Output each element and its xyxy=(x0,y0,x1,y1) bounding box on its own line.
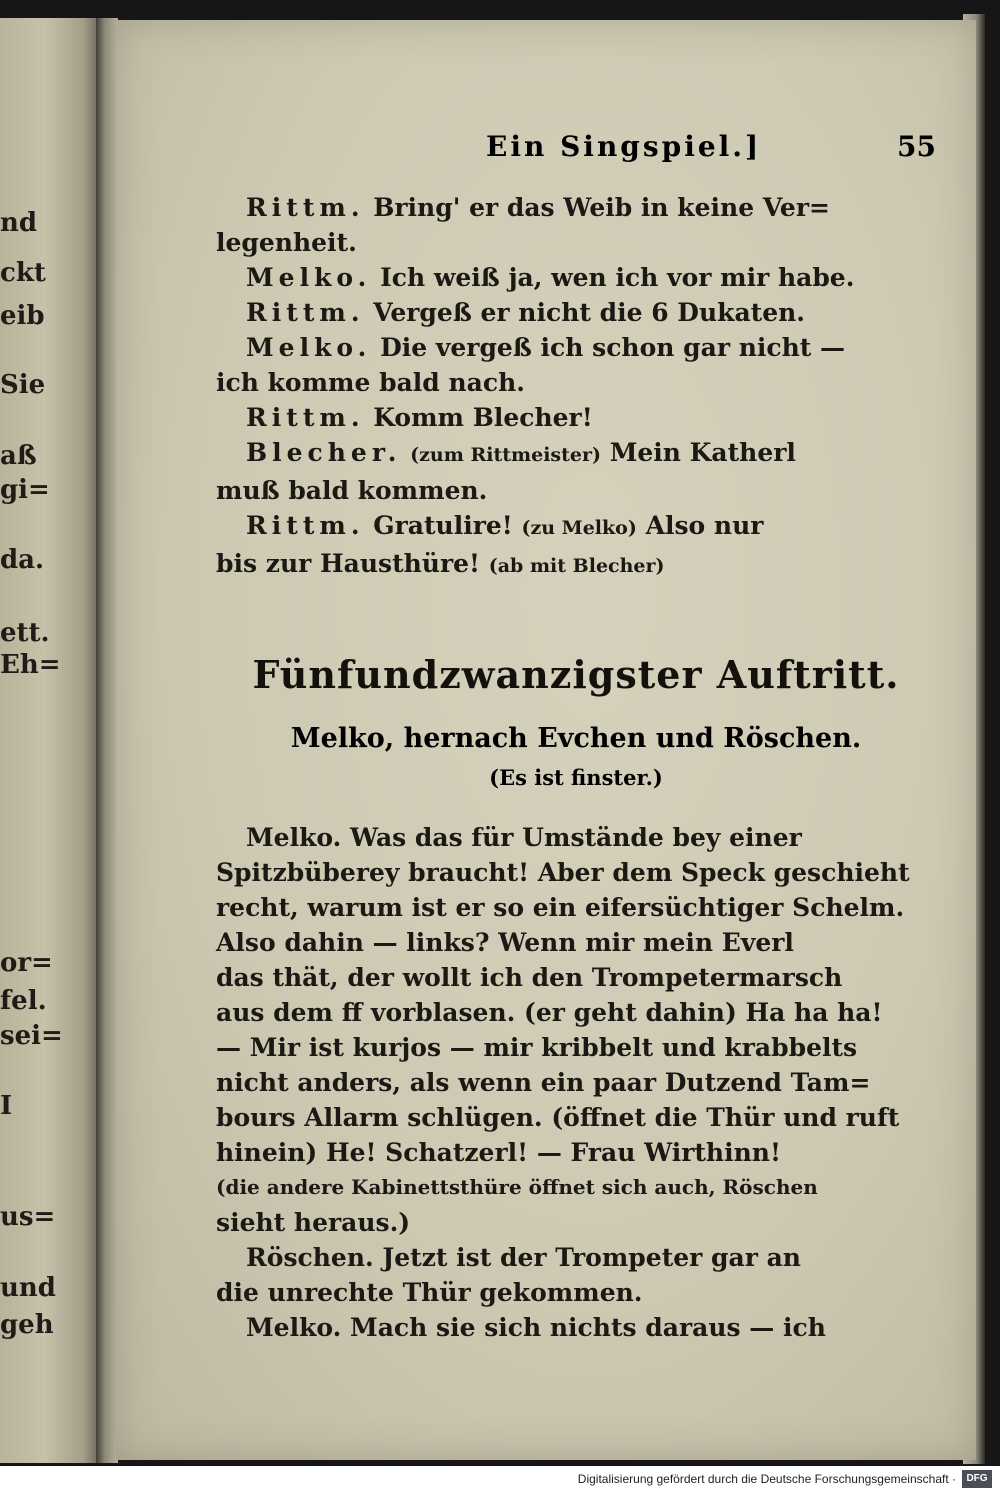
line-text: Mein Katherl xyxy=(609,438,796,467)
left-fragment: Eh= xyxy=(0,650,61,680)
stage-note: (zum Rittmeister) xyxy=(410,444,601,466)
text-line xyxy=(216,546,936,584)
left-fragment: da. xyxy=(0,545,45,575)
scene-persons: Melko, hernach Evchen und Röschen. xyxy=(290,723,862,754)
line-text: Ich weiß ja, wen ich vor mir habe. xyxy=(380,263,855,292)
dialogue-block-2 xyxy=(216,820,936,1345)
left-fragment: us= xyxy=(0,1202,56,1232)
text-line: sieht heraus.) xyxy=(216,1208,411,1237)
left-fragment: geh xyxy=(0,1310,54,1340)
line-text: Also nur xyxy=(645,511,764,540)
stage-note: (zu Melko) xyxy=(521,517,637,539)
text-line: Melko. Mach sie sich nichts daraus — ich xyxy=(246,1313,826,1342)
text-line: die unrechte Thür gekommen. xyxy=(216,1278,643,1307)
text-line xyxy=(216,435,936,473)
text-line: bours Allarm schlügen. (öffnet die Thür und ruft xyxy=(216,1103,900,1132)
line-text: Gratulire! xyxy=(373,511,513,540)
text-line: (die andere Kabinettsthüre öffnet sich auch, Röschen xyxy=(216,1175,818,1199)
text-line: Melko. Was das für Umstände bey einer xyxy=(246,823,802,852)
speaker-name: Rittm. xyxy=(246,403,365,432)
text-line xyxy=(216,400,936,435)
text-line xyxy=(216,330,936,365)
left-fragment: ett. xyxy=(0,618,50,648)
line-text: legenheit. xyxy=(216,228,357,257)
line-text: Komm Blecher! xyxy=(373,403,593,432)
line-text: muß bald kommen. xyxy=(216,476,488,505)
left-fragment: fel. xyxy=(0,986,47,1016)
left-fragment: sei= xyxy=(0,1021,63,1051)
line-text: bis zur Hausthüre! xyxy=(216,549,481,578)
text-line: recht, warum ist er so ein eifersüchtiger Schelm. xyxy=(216,893,905,922)
left-fragment: ckt xyxy=(0,258,46,288)
text-line xyxy=(216,260,936,295)
book-page xyxy=(116,20,976,1460)
text-line: nicht anders, als wenn ein paar Dutzend Tam= xyxy=(216,1068,871,1097)
left-fragment: gi= xyxy=(0,475,50,505)
funding-note: Digitalisierung gefördert durch die Deutsche Forschungsgemeinschaft · xyxy=(577,1472,956,1486)
line-text: Die vergeß ich schon gar nicht — xyxy=(380,333,846,362)
line-text: Vergeß er nicht die 6 Dukaten. xyxy=(373,298,806,327)
text-line: — Mir ist kurjos — mir kribbelt und krabbelts xyxy=(216,1033,858,1062)
text-line xyxy=(216,365,936,400)
dialogue-block-1 xyxy=(216,190,936,584)
left-fragment: eib xyxy=(0,301,45,331)
stage-direction: (Es ist finster.) xyxy=(489,765,663,790)
scene-heading: Fünfundzwanzigster Auftritt. xyxy=(252,652,900,697)
speaker-name: Melko. xyxy=(246,333,372,362)
page-number: 55 xyxy=(897,130,936,163)
line-text: Bring' er das Weib in keine Ver= xyxy=(373,193,830,222)
running-head xyxy=(216,130,936,170)
dfg-logo-icon: DFG xyxy=(962,1470,992,1488)
text-line: Spitzbüberey braucht! Aber dem Speck geschieht xyxy=(216,858,910,887)
text-line: Röschen. Jetzt ist der Trompeter gar an xyxy=(246,1243,801,1272)
left-fragment: aß xyxy=(0,441,37,471)
speaker-name: Rittm. xyxy=(246,298,365,327)
speaker-name: Rittm. xyxy=(246,193,365,222)
text-line: hinein) He! Schatzerl! — Frau Wirthinn! xyxy=(216,1138,781,1167)
line-text: ich komme bald nach. xyxy=(216,368,525,397)
text-line xyxy=(216,190,936,225)
footer-bar xyxy=(0,1466,1000,1494)
left-page-sliver xyxy=(0,18,98,1463)
speaker-name: Rittm. xyxy=(246,511,365,540)
left-fragment: I xyxy=(0,1091,13,1121)
stage-note: (ab mit Blecher) xyxy=(488,555,665,577)
text-line xyxy=(216,473,936,508)
left-fragment: or= xyxy=(0,948,53,978)
running-head-title: Ein Singspiel.] xyxy=(486,130,762,163)
text-line xyxy=(216,508,936,546)
text-line xyxy=(216,295,936,330)
book-gutter xyxy=(96,18,118,1463)
text-line: aus dem ff vorblasen. (er geht dahin) Ha ha ha! xyxy=(216,998,883,1027)
text-line xyxy=(216,225,936,260)
left-fragment: Sie xyxy=(0,370,46,400)
speaker-name: Blecher. xyxy=(246,438,402,467)
left-fragment: nd xyxy=(0,208,38,238)
text-line: Also dahin — links? Wenn mir mein Everl xyxy=(216,928,794,957)
left-fragment: und xyxy=(0,1273,56,1303)
text-line: das thät, der wollt ich den Trompetermarsch xyxy=(216,963,843,992)
speaker-name: Melko. xyxy=(246,263,372,292)
